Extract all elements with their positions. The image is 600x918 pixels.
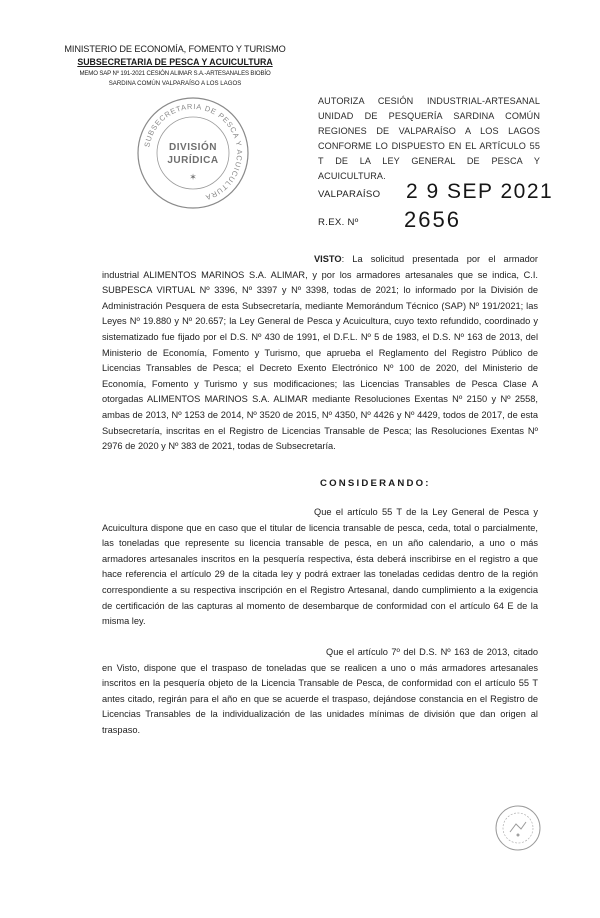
stamp-line1: DIVISIÓN [169, 142, 217, 153]
ministry-header: MINISTERIO DE ECONOMÍA, FOMENTO Y TURISMO [64, 44, 286, 54]
star-icon: ✶ [189, 172, 197, 182]
date-stamp: 2 9 SEP 2021 [406, 180, 554, 203]
stamp-line2: JURÍDICA [167, 155, 219, 166]
memo-reference-line1: MEMO SAP Nº 191-2021 CESIÓN ALIMAR S.A.-ARTESANALES BIOBÍO [79, 70, 271, 77]
visto-text: : La solicitud presentada por el armador industrial ALIMENTOS MARINOS S.A. ALIMAR, y por los armadores artesanales que se indica, C.I. SUBPESCA VIRTUAL Nº 3396, Nº 3397 y Nº 3398, todas de 2021; lo informado por la División de Administración Pesquera de esta Subsecretaría, mediante Memorándum Técnico (SAP) Nº 191/2021; las Leyes Nº 19.880 y Nº 20.657; la Ley General de Pesca y Acuicultura, cuyo texto refundido, coordinado y sistematizado fue fijado por el D.S. Nº 430 de 1991, el D.F.L. Nº 5 de 1983, el D.S. Nº 163 de 2013, del Ministerio de Economía, Fomento y Turismo, que aprueba el Reglamento del Registro Público de Licencias Transables de Pesca; el Decreto Exento Electrónico Nº 100 de 2020, del Ministerio de Economía, Fomento y Turismo y sus modificaciones; las Licencias Transables de Pesca Clase A otorgadas ALIMENTOS MARINOS S.A. ALIMAR mediante Resoluciones Exentas Nº 2150 y Nº 2558, ambas de 2013, Nº 1253 de 2014, Nº 3520 de 2015, Nº 4350, Nº 4426 y Nº 4429, todos de 2017, de esta Subsecretaría, inscritas en el Registro de Licencias Transable de Pesca; las Resoluciones Exentas Nº 2976 de 2020 y Nº 383 de 2021, todas de Subsecretaría. [102, 254, 538, 452]
visto-paragraph [102, 252, 538, 455]
visto-label: VISTO [314, 254, 342, 264]
resolution-title: AUTORIZA CESIÓN INDUSTRIAL-ARTESANAL UNIDAD DE PESQUERÍA SARDINA COMÚN REGIONES DE VALPARAÍSO A LOS LAGOS CONFORME LO DISPUESTO EN EL ARTÍCULO 55 T DE LA LEY GENERAL DE PESCA Y ACUICULTURA. [318, 96, 540, 181]
rex-number: 2656 [404, 207, 461, 232]
place-label: VALPARAÍSO [318, 189, 381, 200]
memo-reference-line2: SARDINA COMÚN VALPARAÍSO A LOS LAGOS [108, 80, 242, 87]
stamp-ring-text: SUBSECRETARIA DE PESCA Y ACUICULTURA [142, 101, 245, 203]
rex-label: R.EX. Nº [318, 217, 359, 228]
subsecretaria-header: SUBSECRETARIA DE PESCA Y ACUICULTURA [77, 57, 273, 67]
seal-stamp-icon [492, 802, 544, 854]
considerando-paragraph: Que el artículo 7º del D.S. Nº 163 de 2013, citado en Visto, dispone que el traspaso de toneladas que se realicen a uno o más armadores artesanales inscritos en la pesquería objeto de la Licencia Transable de Pesca, de conformidad con el artículo 55 T antes citado, regirán para el año en que se acuerde el traspaso, dejándose constancia en el Registro de Licencias Transables de la individualización de las unidades mínimas de división que dan origen al traspaso. [102, 647, 538, 735]
division-juridica-stamp [132, 92, 254, 214]
considerando-heading: CONSIDERANDO: [320, 478, 431, 489]
considerando-paragraph: Que el artículo 55 T de la Ley General de Pesca y Acuicultura dispone que en caso que el titular de licencia transable de pesca, ceda, total o parcialmente, las toneladas que represente su licencia transable de pesca, en un año calendario, a uno o más armadores artesanales inscritos en la pesquería respectiva, ésta deberá inscribirse en el registro a que hace referencia el artículo 29 de la citada ley y podrá extraer las toneladas cedidas dentro de la región correspondiente a su respectiva inscripción en el Registro Artesanal, dando cumplimiento a la exigencia de certificación de las capturas al momento de desembarque de conformidad con el artículo 64 E de la misma ley. [102, 507, 538, 627]
